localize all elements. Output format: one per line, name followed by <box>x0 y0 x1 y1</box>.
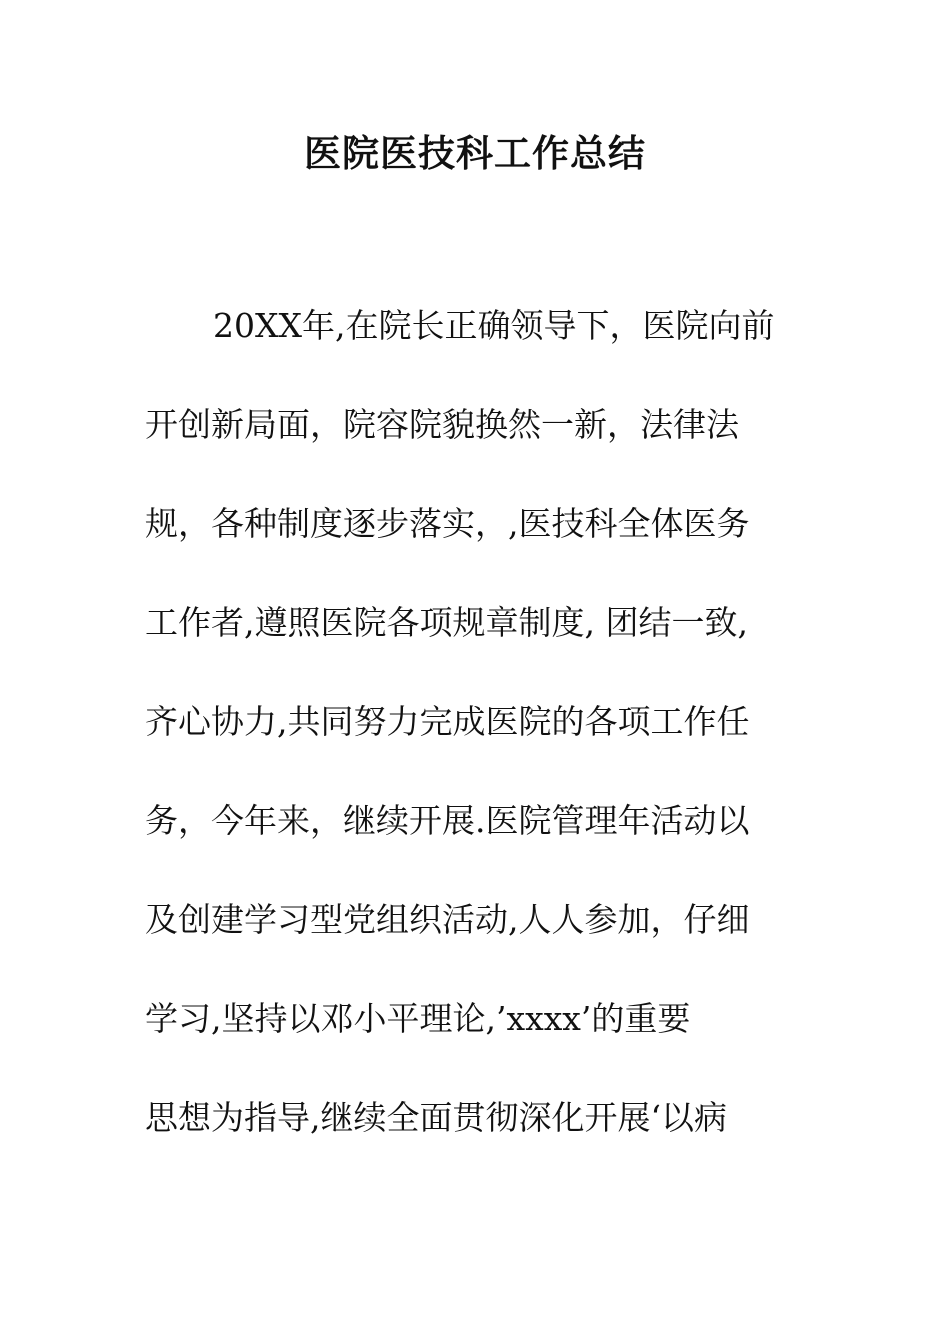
paragraph-line: 20XX年,在院长正确领导下，医院向前 <box>213 306 775 345</box>
paragraph-line: 务，今年来，继续开展.医院管理年活动以 <box>145 801 750 840</box>
paragraph-line: 工作者,遵照医院各项规章制度, 团结一致, <box>145 603 748 642</box>
paragraph-line: 及创建学习型党组织活动,人人参加，仔细 <box>145 900 750 939</box>
paragraph-line: 开创新局面，院容院貌换然一新，法律法 <box>145 405 739 444</box>
paragraph-line: 规，各种制度逐步落实，,医技科全体医务 <box>145 504 750 543</box>
document-title: 医院医技科工作总结 <box>304 132 646 175</box>
paragraph-line: 齐心协力,共同努力完成医院的各项工作任 <box>145 702 750 741</box>
document-body <box>145 300 815 1191</box>
paragraph-line: 学习,坚持以邓小平理论,’xxxx’的重要 <box>145 999 691 1038</box>
paragraph-line: 思想为指导,继续全面贯彻深化开展‘以病 <box>145 1098 727 1137</box>
